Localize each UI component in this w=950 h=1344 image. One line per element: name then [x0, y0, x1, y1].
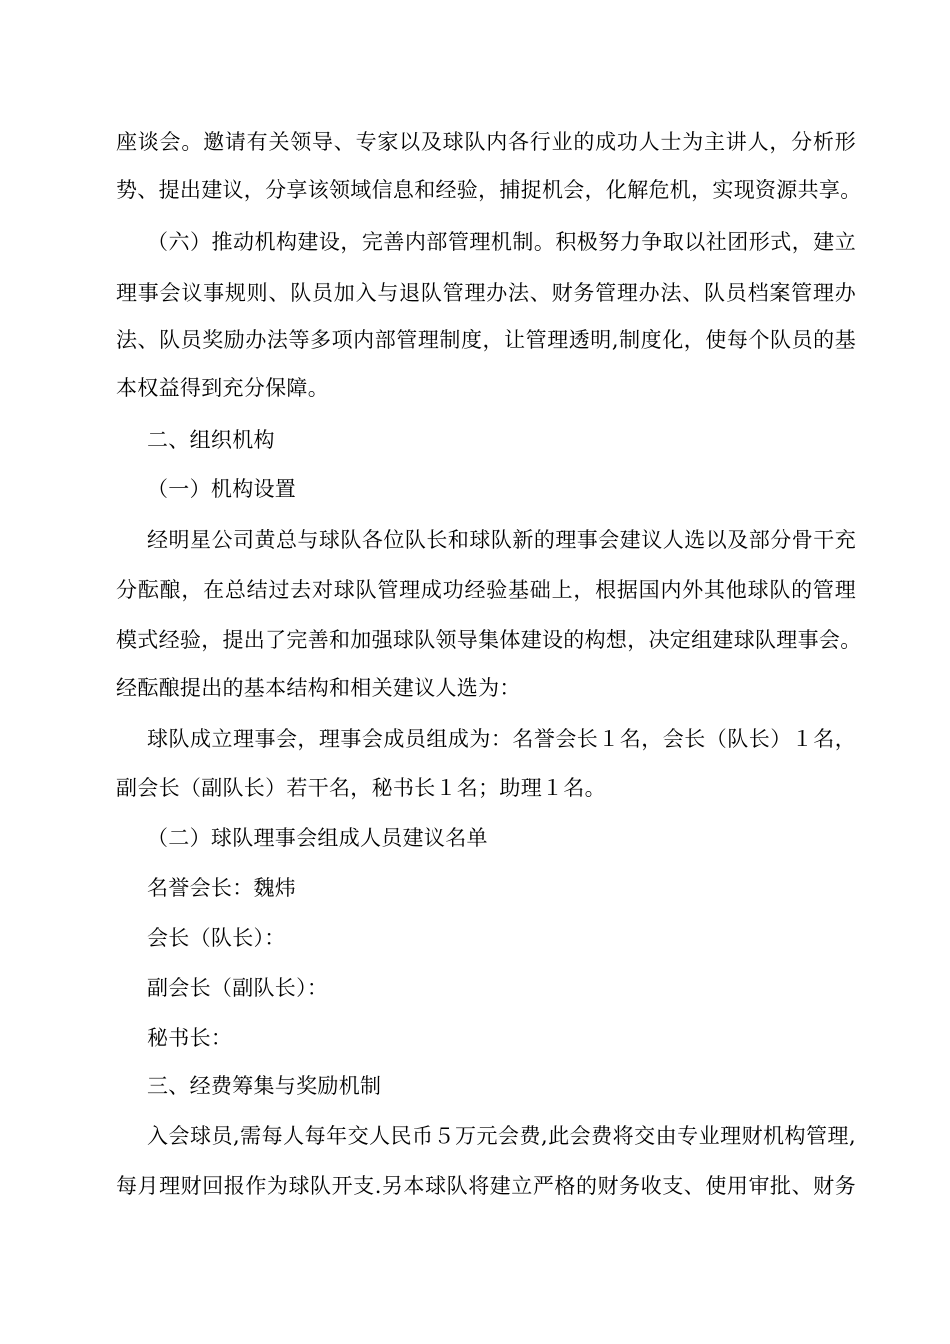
paragraph-line: 法、队员奖励办法等多项内部管理制度，让管理透明,制度化，使每个队员的基: [116, 328, 856, 352]
roster-vice-president: 副会长（副队长）：: [147, 976, 329, 1000]
paragraph-line: 本权益得到充分保障。: [116, 376, 329, 400]
paragraph-line: 模式经验，提出了完善和加强球队领导集体建设的构想，决定组建球队理事会。: [116, 628, 862, 652]
subsection-heading: （二）球队理事会组成人员建议名单: [147, 826, 488, 850]
paragraph-line: 球队成立理事会，理事会成员组成为：名誉会长１名，会长（队长）１名，: [147, 727, 856, 751]
paragraph-line: 经明星公司黄总与球队各位队长和球队新的理事会建议人选以及部分骨干充: [147, 528, 856, 552]
subsection-heading: （一）机构设置: [147, 477, 297, 501]
roster-honorary: 名誉会长：魏炜: [147, 876, 297, 900]
roster-president: 会长（队长）：: [147, 926, 286, 950]
paragraph-line: 入会球员,需每人每年交人民币５万元会费,此会费将交由专业理财机构管理,: [147, 1124, 856, 1148]
paragraph-line: 副会长（副队长）若干名，秘书长１名；助理１名。: [116, 776, 606, 800]
paragraph-line: 分酝酿，在总结过去对球队管理成功经验基础上，根据国内外其他球队的管理: [116, 578, 856, 602]
paragraph-line: 经酝酿提出的基本结构和相关建议人选为：: [116, 676, 521, 700]
roster-secretary: 秘书长：: [147, 1026, 233, 1050]
paragraph-line: （六）推动机构建设，完善内部管理机制。积极努力争取以社团形式，建立: [147, 230, 856, 254]
section-heading: 三、经费筹集与奖励机制: [147, 1074, 382, 1098]
section-heading: 二、组织机构: [147, 428, 275, 452]
paragraph-line: 理事会议事规则、队员加入与退队管理办法、财务管理办法、队员档案管理办: [116, 281, 856, 305]
paragraph-line: 座谈会。邀请有关领导、专家以及球队内各行业的成功人士为主讲人，分析形: [116, 130, 856, 154]
paragraph-line: 势、提出建议，分享该领域信息和经验，捕捉机会，化解危机，实现资源共享。: [116, 178, 862, 202]
paragraph-line: 每月理财回报作为球队开支.另本球队将建立严格的财务收支、使用审批、财务: [116, 1174, 856, 1198]
